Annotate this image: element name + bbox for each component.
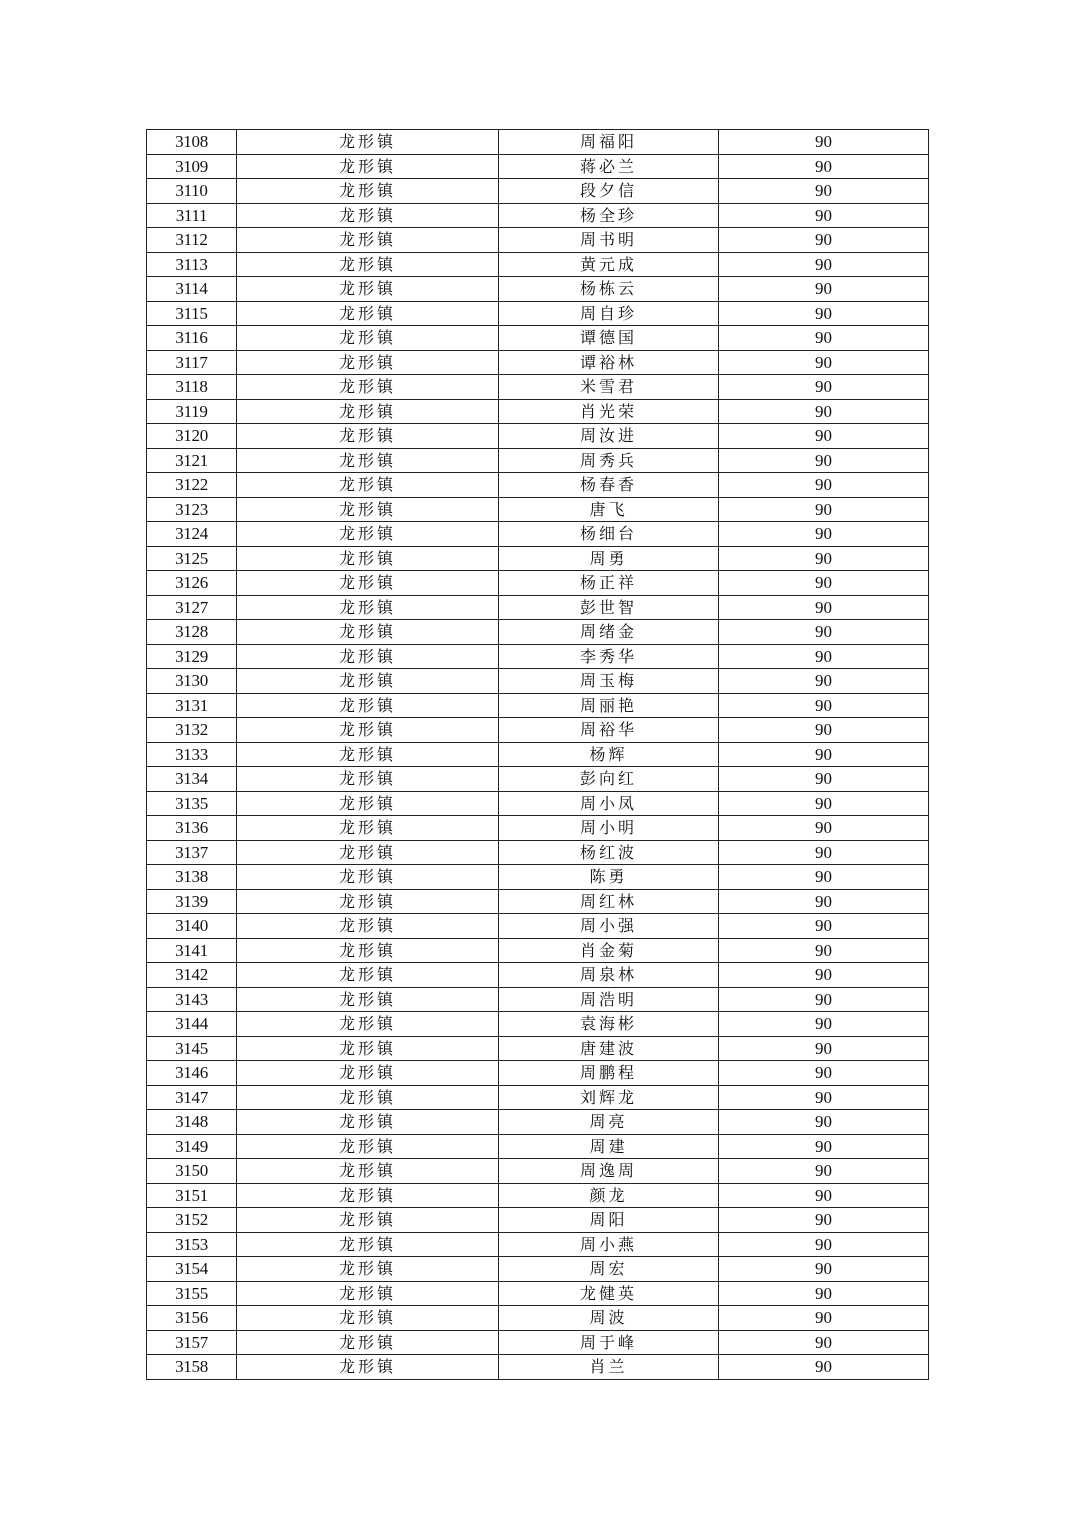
table-row <box>147 791 929 816</box>
score-cell: 90 <box>719 154 929 179</box>
row-number-cell: 3146 <box>147 1061 237 1086</box>
town-cell: 龙形镇 <box>237 889 499 914</box>
table-row <box>147 1134 929 1159</box>
score-cell: 90 <box>719 816 929 841</box>
table-row <box>147 987 929 1012</box>
town-cell: 龙形镇 <box>237 816 499 841</box>
row-number-cell: 3115 <box>147 301 237 326</box>
score-cell: 90 <box>719 767 929 792</box>
town-cell: 龙形镇 <box>237 277 499 302</box>
table-row <box>147 522 929 547</box>
person-name-cell: 周玉梅 <box>499 669 719 694</box>
table-row <box>147 1061 929 1086</box>
person-name-cell: 周汝进 <box>499 424 719 449</box>
person-name-cell: 唐飞 <box>499 497 719 522</box>
town-cell: 龙形镇 <box>237 130 499 155</box>
row-number-cell: 3109 <box>147 154 237 179</box>
person-name-cell: 周宏 <box>499 1257 719 1282</box>
person-name-cell: 杨细台 <box>499 522 719 547</box>
score-cell: 90 <box>719 497 929 522</box>
score-cell: 90 <box>719 938 929 963</box>
person-name-cell: 周小凤 <box>499 791 719 816</box>
table-row <box>147 865 929 890</box>
person-name-cell: 彭向红 <box>499 767 719 792</box>
person-name-cell: 肖光荣 <box>499 399 719 424</box>
row-number-cell: 3144 <box>147 1012 237 1037</box>
row-number-cell: 3131 <box>147 693 237 718</box>
row-number-cell: 3130 <box>147 669 237 694</box>
score-cell: 90 <box>719 1159 929 1184</box>
score-cell: 90 <box>719 620 929 645</box>
town-cell: 龙形镇 <box>237 742 499 767</box>
town-cell: 龙形镇 <box>237 571 499 596</box>
table-row <box>147 277 929 302</box>
town-cell: 龙形镇 <box>237 914 499 939</box>
person-name-cell: 蒋必兰 <box>499 154 719 179</box>
town-cell: 龙形镇 <box>237 1183 499 1208</box>
person-name-cell: 谭德国 <box>499 326 719 351</box>
score-cell: 90 <box>719 473 929 498</box>
town-cell: 龙形镇 <box>237 375 499 400</box>
table-row <box>147 179 929 204</box>
town-cell: 龙形镇 <box>237 448 499 473</box>
row-number-cell: 3128 <box>147 620 237 645</box>
roster-table <box>146 129 929 1380</box>
table-row <box>147 1012 929 1037</box>
row-number-cell: 3140 <box>147 914 237 939</box>
table-row <box>147 816 929 841</box>
person-name-cell: 肖金菊 <box>499 938 719 963</box>
town-cell: 龙形镇 <box>237 1232 499 1257</box>
town-cell: 龙形镇 <box>237 154 499 179</box>
row-number-cell: 3137 <box>147 840 237 865</box>
row-number-cell: 3125 <box>147 546 237 571</box>
row-number-cell: 3127 <box>147 595 237 620</box>
row-number-cell: 3138 <box>147 865 237 890</box>
person-name-cell: 周红林 <box>499 889 719 914</box>
score-cell: 90 <box>719 1110 929 1135</box>
score-cell: 90 <box>719 840 929 865</box>
town-cell: 龙形镇 <box>237 620 499 645</box>
person-name-cell: 周秀兵 <box>499 448 719 473</box>
town-cell: 龙形镇 <box>237 546 499 571</box>
table-row <box>147 228 929 253</box>
town-cell: 龙形镇 <box>237 1012 499 1037</box>
table-row <box>147 693 929 718</box>
score-cell: 90 <box>719 350 929 375</box>
row-number-cell: 3119 <box>147 399 237 424</box>
row-number-cell: 3148 <box>147 1110 237 1135</box>
town-cell: 龙形镇 <box>237 522 499 547</box>
table-row <box>147 889 929 914</box>
town-cell: 龙形镇 <box>237 938 499 963</box>
score-cell: 90 <box>719 522 929 547</box>
town-cell: 龙形镇 <box>237 301 499 326</box>
person-name-cell: 周小强 <box>499 914 719 939</box>
table-row <box>147 644 929 669</box>
table-row <box>147 375 929 400</box>
table-row <box>147 399 929 424</box>
row-number-cell: 3123 <box>147 497 237 522</box>
score-cell: 90 <box>719 865 929 890</box>
score-cell: 90 <box>719 546 929 571</box>
score-cell: 90 <box>719 1257 929 1282</box>
person-name-cell: 周浩明 <box>499 987 719 1012</box>
person-name-cell: 周裕华 <box>499 718 719 743</box>
score-cell: 90 <box>719 203 929 228</box>
person-name-cell: 周勇 <box>499 546 719 571</box>
score-cell: 90 <box>719 987 929 1012</box>
table-row <box>147 301 929 326</box>
person-name-cell: 米雪君 <box>499 375 719 400</box>
table-row <box>147 1036 929 1061</box>
row-number-cell: 3133 <box>147 742 237 767</box>
row-number-cell: 3142 <box>147 963 237 988</box>
row-number-cell: 3110 <box>147 179 237 204</box>
score-cell: 90 <box>719 889 929 914</box>
row-number-cell: 3157 <box>147 1330 237 1355</box>
town-cell: 龙形镇 <box>237 1110 499 1135</box>
table-row <box>147 718 929 743</box>
row-number-cell: 3108 <box>147 130 237 155</box>
person-name-cell: 唐建波 <box>499 1036 719 1061</box>
table-row <box>147 571 929 596</box>
score-cell: 90 <box>719 179 929 204</box>
town-cell: 龙形镇 <box>237 252 499 277</box>
town-cell: 龙形镇 <box>237 1208 499 1233</box>
table-row <box>147 252 929 277</box>
score-cell: 90 <box>719 1036 929 1061</box>
score-cell: 90 <box>719 595 929 620</box>
table-row <box>147 620 929 645</box>
table-row <box>147 1208 929 1233</box>
row-number-cell: 3155 <box>147 1281 237 1306</box>
town-cell: 龙形镇 <box>237 987 499 1012</box>
person-name-cell: 黄元成 <box>499 252 719 277</box>
table-row <box>147 742 929 767</box>
score-cell: 90 <box>719 130 929 155</box>
score-cell: 90 <box>719 791 929 816</box>
table-row <box>147 1281 929 1306</box>
table-row <box>147 1232 929 1257</box>
table-row <box>147 154 929 179</box>
person-name-cell: 刘辉龙 <box>499 1085 719 1110</box>
row-number-cell: 3122 <box>147 473 237 498</box>
table-row <box>147 326 929 351</box>
score-cell: 90 <box>719 963 929 988</box>
score-cell: 90 <box>719 1355 929 1380</box>
town-cell: 龙形镇 <box>237 669 499 694</box>
table-row <box>147 203 929 228</box>
table-row <box>147 1159 929 1184</box>
score-cell: 90 <box>719 252 929 277</box>
person-name-cell: 陈勇 <box>499 865 719 890</box>
town-cell: 龙形镇 <box>237 644 499 669</box>
town-cell: 龙形镇 <box>237 791 499 816</box>
town-cell: 龙形镇 <box>237 203 499 228</box>
row-number-cell: 3153 <box>147 1232 237 1257</box>
table-row <box>147 1355 929 1380</box>
row-number-cell: 3111 <box>147 203 237 228</box>
table-row <box>147 424 929 449</box>
row-number-cell: 3156 <box>147 1306 237 1331</box>
person-name-cell: 段夕信 <box>499 179 719 204</box>
person-name-cell: 龙健英 <box>499 1281 719 1306</box>
score-cell: 90 <box>719 1232 929 1257</box>
town-cell: 龙形镇 <box>237 497 499 522</box>
town-cell: 龙形镇 <box>237 1036 499 1061</box>
row-number-cell: 3124 <box>147 522 237 547</box>
person-name-cell: 周逸周 <box>499 1159 719 1184</box>
person-name-cell: 周小明 <box>499 816 719 841</box>
row-number-cell: 3135 <box>147 791 237 816</box>
score-cell: 90 <box>719 1134 929 1159</box>
town-cell: 龙形镇 <box>237 1257 499 1282</box>
person-name-cell: 周于峰 <box>499 1330 719 1355</box>
town-cell: 龙形镇 <box>237 865 499 890</box>
score-cell: 90 <box>719 326 929 351</box>
town-cell: 龙形镇 <box>237 1330 499 1355</box>
person-name-cell: 杨春香 <box>499 473 719 498</box>
table-row <box>147 938 929 963</box>
person-name-cell: 颜龙 <box>499 1183 719 1208</box>
score-cell: 90 <box>719 277 929 302</box>
town-cell: 龙形镇 <box>237 1159 499 1184</box>
table-row <box>147 473 929 498</box>
person-name-cell: 周自珍 <box>499 301 719 326</box>
person-name-cell: 周波 <box>499 1306 719 1331</box>
town-cell: 龙形镇 <box>237 1306 499 1331</box>
row-number-cell: 3141 <box>147 938 237 963</box>
row-number-cell: 3145 <box>147 1036 237 1061</box>
score-cell: 90 <box>719 375 929 400</box>
row-number-cell: 3152 <box>147 1208 237 1233</box>
table-row <box>147 546 929 571</box>
score-cell: 90 <box>719 301 929 326</box>
town-cell: 龙形镇 <box>237 1281 499 1306</box>
score-cell: 90 <box>719 742 929 767</box>
person-name-cell: 周丽艳 <box>499 693 719 718</box>
row-number-cell: 3112 <box>147 228 237 253</box>
score-cell: 90 <box>719 1183 929 1208</box>
town-cell: 龙形镇 <box>237 228 499 253</box>
row-number-cell: 3129 <box>147 644 237 669</box>
roster-table-body <box>147 130 929 1380</box>
person-name-cell: 周绪金 <box>499 620 719 645</box>
row-number-cell: 3132 <box>147 718 237 743</box>
row-number-cell: 3120 <box>147 424 237 449</box>
table-row <box>147 914 929 939</box>
town-cell: 龙形镇 <box>237 473 499 498</box>
row-number-cell: 3134 <box>147 767 237 792</box>
person-name-cell: 杨辉 <box>499 742 719 767</box>
score-cell: 90 <box>719 693 929 718</box>
town-cell: 龙形镇 <box>237 963 499 988</box>
score-cell: 90 <box>719 571 929 596</box>
table-row <box>147 1085 929 1110</box>
row-number-cell: 3154 <box>147 1257 237 1282</box>
person-name-cell: 谭裕林 <box>499 350 719 375</box>
person-name-cell: 周建 <box>499 1134 719 1159</box>
table-row <box>147 1110 929 1135</box>
person-name-cell: 杨栋云 <box>499 277 719 302</box>
row-number-cell: 3118 <box>147 375 237 400</box>
row-number-cell: 3149 <box>147 1134 237 1159</box>
score-cell: 90 <box>719 1306 929 1331</box>
score-cell: 90 <box>719 1330 929 1355</box>
town-cell: 龙形镇 <box>237 1085 499 1110</box>
person-name-cell: 杨全珍 <box>499 203 719 228</box>
row-number-cell: 3147 <box>147 1085 237 1110</box>
town-cell: 龙形镇 <box>237 179 499 204</box>
person-name-cell: 周泉林 <box>499 963 719 988</box>
table-row <box>147 767 929 792</box>
person-name-cell: 周福阳 <box>499 130 719 155</box>
row-number-cell: 3113 <box>147 252 237 277</box>
town-cell: 龙形镇 <box>237 350 499 375</box>
person-name-cell: 周亮 <box>499 1110 719 1135</box>
score-cell: 90 <box>719 1061 929 1086</box>
row-number-cell: 3121 <box>147 448 237 473</box>
town-cell: 龙形镇 <box>237 1061 499 1086</box>
row-number-cell: 3158 <box>147 1355 237 1380</box>
row-number-cell: 3151 <box>147 1183 237 1208</box>
table-row <box>147 595 929 620</box>
score-cell: 90 <box>719 1208 929 1233</box>
table-row <box>147 669 929 694</box>
town-cell: 龙形镇 <box>237 399 499 424</box>
town-cell: 龙形镇 <box>237 424 499 449</box>
person-name-cell: 杨正祥 <box>499 571 719 596</box>
score-cell: 90 <box>719 1281 929 1306</box>
town-cell: 龙形镇 <box>237 840 499 865</box>
town-cell: 龙形镇 <box>237 693 499 718</box>
person-name-cell: 彭世智 <box>499 595 719 620</box>
score-cell: 90 <box>719 424 929 449</box>
town-cell: 龙形镇 <box>237 1134 499 1159</box>
row-number-cell: 3139 <box>147 889 237 914</box>
score-cell: 90 <box>719 669 929 694</box>
person-name-cell: 周鹏程 <box>499 1061 719 1086</box>
score-cell: 90 <box>719 399 929 424</box>
row-number-cell: 3143 <box>147 987 237 1012</box>
person-name-cell: 周书明 <box>499 228 719 253</box>
score-cell: 90 <box>719 1012 929 1037</box>
person-name-cell: 杨红波 <box>499 840 719 865</box>
score-cell: 90 <box>719 914 929 939</box>
town-cell: 龙形镇 <box>237 767 499 792</box>
table-row <box>147 1306 929 1331</box>
score-cell: 90 <box>719 1085 929 1110</box>
table-row <box>147 1257 929 1282</box>
table-row <box>147 963 929 988</box>
score-cell: 90 <box>719 228 929 253</box>
score-cell: 90 <box>719 718 929 743</box>
table-row <box>147 497 929 522</box>
table-row <box>147 350 929 375</box>
row-number-cell: 3117 <box>147 350 237 375</box>
person-name-cell: 袁海彬 <box>499 1012 719 1037</box>
table-row <box>147 1183 929 1208</box>
row-number-cell: 3126 <box>147 571 237 596</box>
town-cell: 龙形镇 <box>237 595 499 620</box>
town-cell: 龙形镇 <box>237 718 499 743</box>
row-number-cell: 3116 <box>147 326 237 351</box>
row-number-cell: 3150 <box>147 1159 237 1184</box>
town-cell: 龙形镇 <box>237 1355 499 1380</box>
person-name-cell: 李秀华 <box>499 644 719 669</box>
person-name-cell: 周阳 <box>499 1208 719 1233</box>
row-number-cell: 3114 <box>147 277 237 302</box>
table-row <box>147 1330 929 1355</box>
table-row <box>147 130 929 155</box>
person-name-cell: 周小燕 <box>499 1232 719 1257</box>
table-row <box>147 448 929 473</box>
town-cell: 龙形镇 <box>237 326 499 351</box>
row-number-cell: 3136 <box>147 816 237 841</box>
score-cell: 90 <box>719 644 929 669</box>
table-row <box>147 840 929 865</box>
score-cell: 90 <box>719 448 929 473</box>
person-name-cell: 肖兰 <box>499 1355 719 1380</box>
